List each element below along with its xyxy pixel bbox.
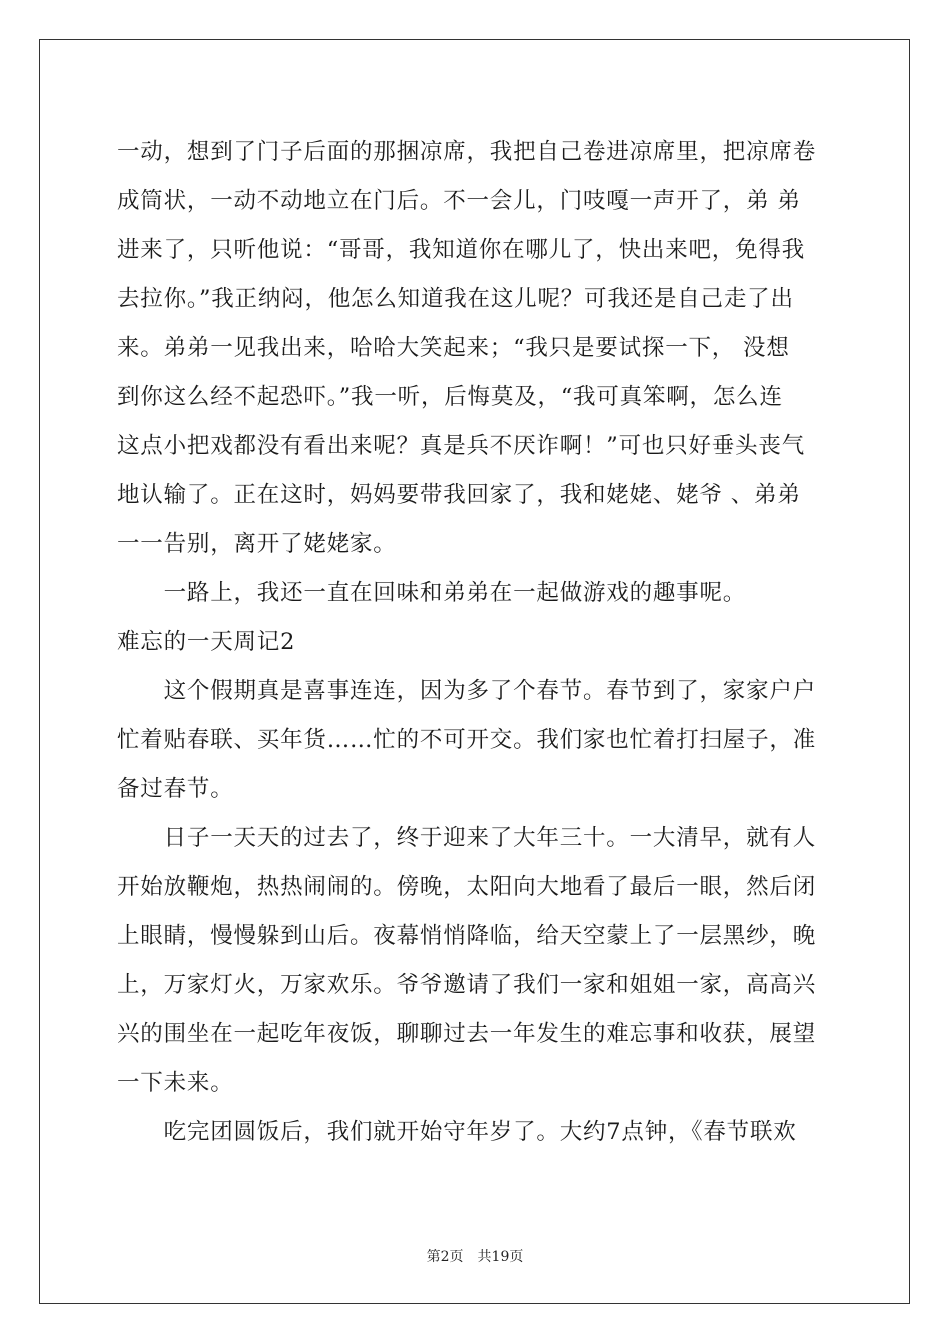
paragraph-line: 这个假期真是喜事连连，因为多了个春节。春节到了，家家户户 [117,678,817,704]
text-line: 一下未来。 [117,1070,234,1096]
text-line: 进来了，只听他说：“哥哥，我知道你在哪儿了，快出来吧，免得我 [117,237,806,263]
text-line: 这点小把戏都没有看出来呢？真是兵不厌诈啊！”可也只好垂头丧气 [117,433,806,459]
page-number-footer: 第2页 共19页 [426,1249,524,1265]
paragraph-line: 吃完团圆饭后，我们就开始守年岁了。大约7点钟，《春节联欢 [117,1119,797,1145]
text-line: 兴的围坐在一起吃年夜饭，聊聊过去一年发生的难忘事和收获，展望 [117,1021,817,1047]
document-body [117,128,833,1157]
text-line: 上，万家灯火，万家欢乐。爷爷邀请了我们一家和姐姐一家，高高兴 [117,972,817,998]
text-line: 开始放鞭炮，热热闹闹的。傍晚，太阳向大地看了最后一眼，然后闭 [117,874,817,900]
text-line: 上眼睛，慢慢躲到山后。夜幕悄悄降临，给天空蒙上了一层黑纱，晚 [117,923,817,949]
text-line: 忙着贴春联、买年货……忙的不可开交。我们家也忙着打扫屋子，准 [117,727,817,753]
text-line: 一动，想到了门子后面的那捆凉席，我把自己卷进凉席里，把凉席卷 [117,139,817,165]
section-heading: 难忘的一天周记2 [117,629,296,655]
paragraph-line: 一路上，我还一直在回味和弟弟在一起做游戏的趣事呢。 [117,580,747,606]
text-line: 来。弟弟一见我出来，哈哈大笑起来；“我只是要试探一下， 没想 [117,335,790,361]
text-line: 备过春节。 [117,776,234,802]
text-line: 去拉你。”我正纳闷，他怎么知道我在这儿呢？可我还是自己走了出 [117,286,794,312]
paragraph-line: 日子一天天的过去了，终于迎来了大年三十。一大清早，就有人 [117,825,817,851]
text-line: 成筒状，一动不动地立在门后。不一会儿，门吱嘎一声开了，弟 弟 [117,188,801,214]
text-line: 一一告别，离开了姥姥家。 [117,531,397,557]
text-line: 到你这么经不起恐吓。”我一听，后悔莫及，“我可真笨啊，怎么连 [117,384,783,410]
text-line: 地认输了。正在这时，妈妈要带我回家了，我和姥姥、姥爷 、弟弟 [117,482,801,508]
